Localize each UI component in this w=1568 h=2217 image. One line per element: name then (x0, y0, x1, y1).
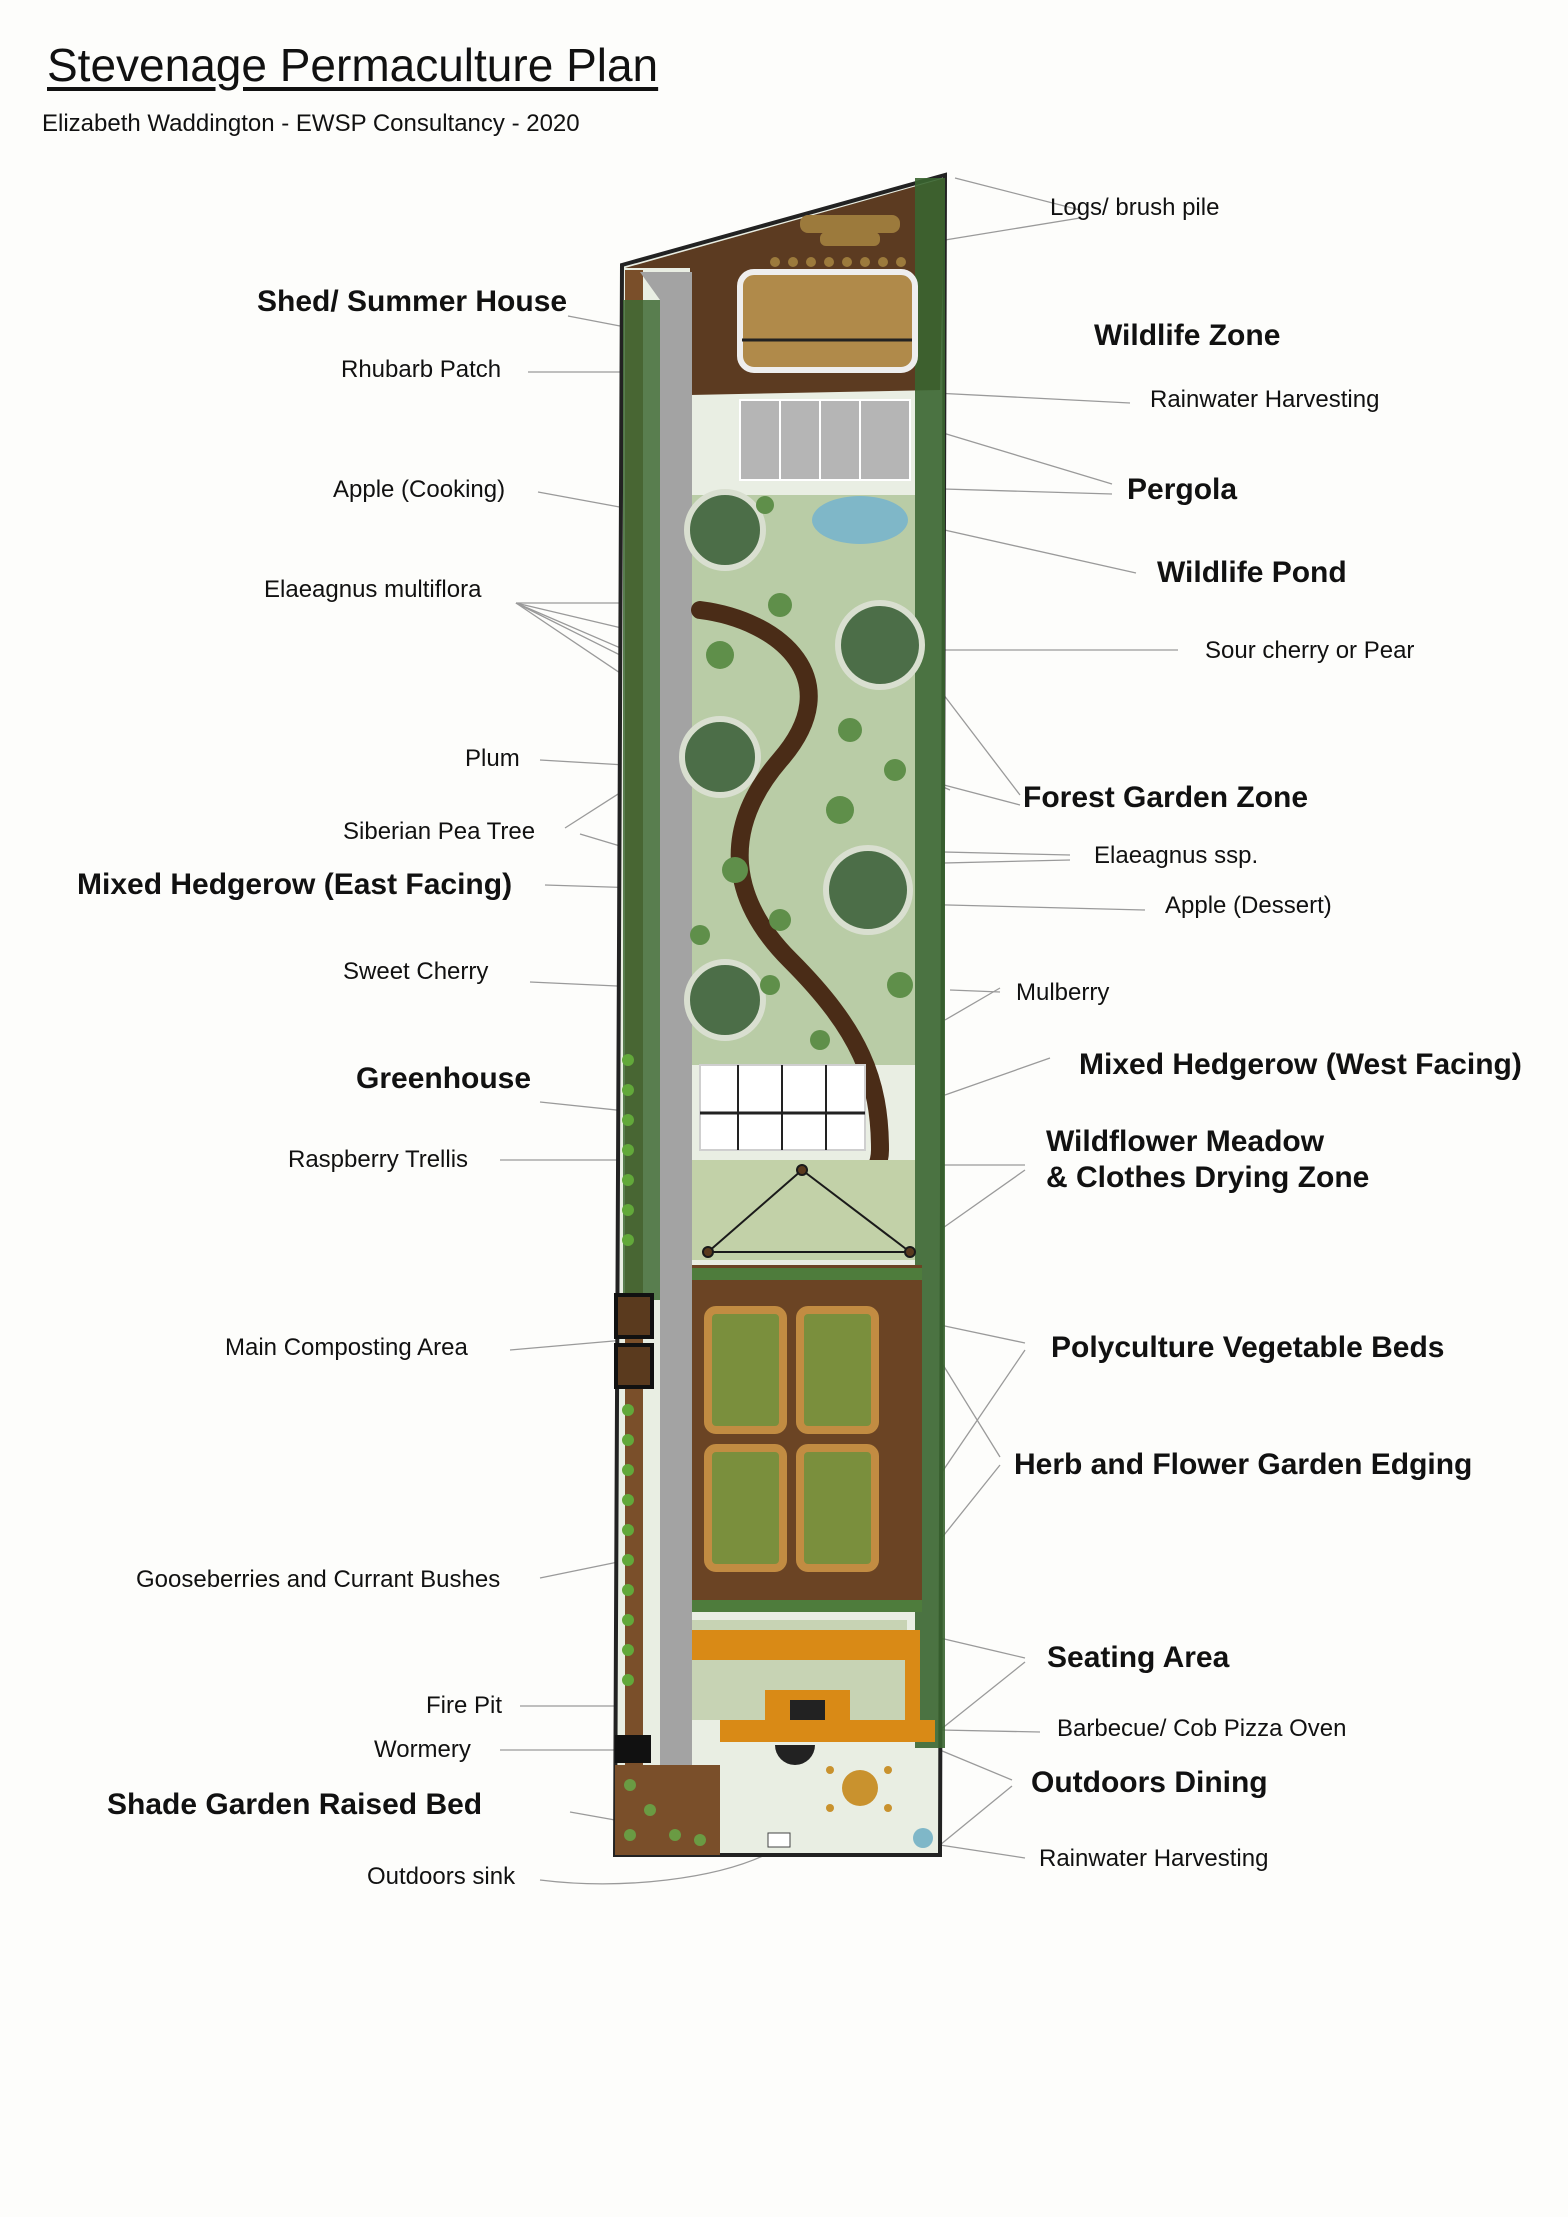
label-fire-pit: Fire Pit (426, 1692, 503, 1719)
label-raspberry: Raspberry Trellis (288, 1146, 469, 1173)
label-barbecue: Barbecue/ Cob Pizza Oven (1057, 1715, 1347, 1742)
label-siberian-pea: Siberian Pea Tree (343, 818, 536, 845)
label-rhubarb: Rhubarb Patch (341, 356, 502, 383)
label-sour-cherry: Sour cherry or Pear (1205, 637, 1415, 664)
label-apple-dessert: Apple (Dessert) (1165, 892, 1332, 919)
herb-edging (692, 1268, 922, 1280)
shed-summer-house (740, 272, 915, 370)
label-composting: Main Composting Area (225, 1334, 468, 1361)
label-hedgerow-east: Mixed Hedgerow (East Facing) (77, 868, 513, 901)
label-wildflower-1: Wildflower Meadow (1046, 1125, 1325, 1158)
label-elaeagnus-multiflora: Elaeagnus multiflora (264, 576, 482, 603)
label-rainwater-top: Rainwater Harvesting (1150, 386, 1380, 413)
wormery (615, 1735, 651, 1763)
label-wildlife-zone: Wildlife Zone (1094, 319, 1281, 352)
label-shade-garden: Shade Garden Raised Bed (107, 1788, 483, 1821)
wildlife-pond (812, 496, 908, 544)
label-wildflower-2: & Clothes Drying Zone (1046, 1161, 1370, 1194)
bbq-deck (720, 1720, 935, 1742)
rainwater-butt (913, 1828, 933, 1848)
label-outdoors-dining: Outdoors Dining (1031, 1766, 1268, 1799)
pergola (740, 400, 910, 480)
label-rainwater-bottom: Rainwater Harvesting (1039, 1845, 1269, 1872)
label-seating: Seating Area (1047, 1641, 1230, 1674)
label-hedgerow-west: Mixed Hedgerow (West Facing) (1079, 1048, 1522, 1081)
label-forest-garden: Forest Garden Zone (1023, 781, 1309, 814)
label-plum: Plum (465, 745, 520, 772)
herb-edging-bottom (692, 1600, 922, 1612)
label-wildlife-pond: Wildlife Pond (1157, 556, 1347, 589)
outdoors-sink (768, 1833, 790, 1847)
label-gooseberries: Gooseberries and Currant Bushes (136, 1566, 501, 1593)
greenhouse (700, 1065, 865, 1150)
label-herb-edging: Herb and Flower Garden Edging (1014, 1448, 1473, 1481)
page-title: Stevenage Permaculture Plan (47, 39, 659, 91)
label-sweet-cherry: Sweet Cherry (343, 958, 489, 985)
label-sink: Outdoors sink (367, 1863, 516, 1890)
label-wormery: Wormery (374, 1736, 471, 1763)
label-shed: Shed/ Summer House (257, 285, 568, 318)
page-subtitle: Elizabeth Waddington - EWSP Consultancy - 2020 (42, 110, 580, 137)
label-mulberry: Mulberry (1016, 979, 1110, 1006)
label-apple-cooking: Apple (Cooking) (333, 476, 506, 503)
label-greenhouse: Greenhouse (356, 1062, 532, 1095)
label-logs-brush-pile: Logs/ brush pile (1050, 194, 1220, 221)
label-elaeagnus-ssp: Elaeagnus ssp. (1094, 842, 1259, 869)
label-pergola: Pergola (1127, 473, 1238, 506)
label-veg-beds: Polyculture Vegetable Beds (1051, 1331, 1445, 1364)
